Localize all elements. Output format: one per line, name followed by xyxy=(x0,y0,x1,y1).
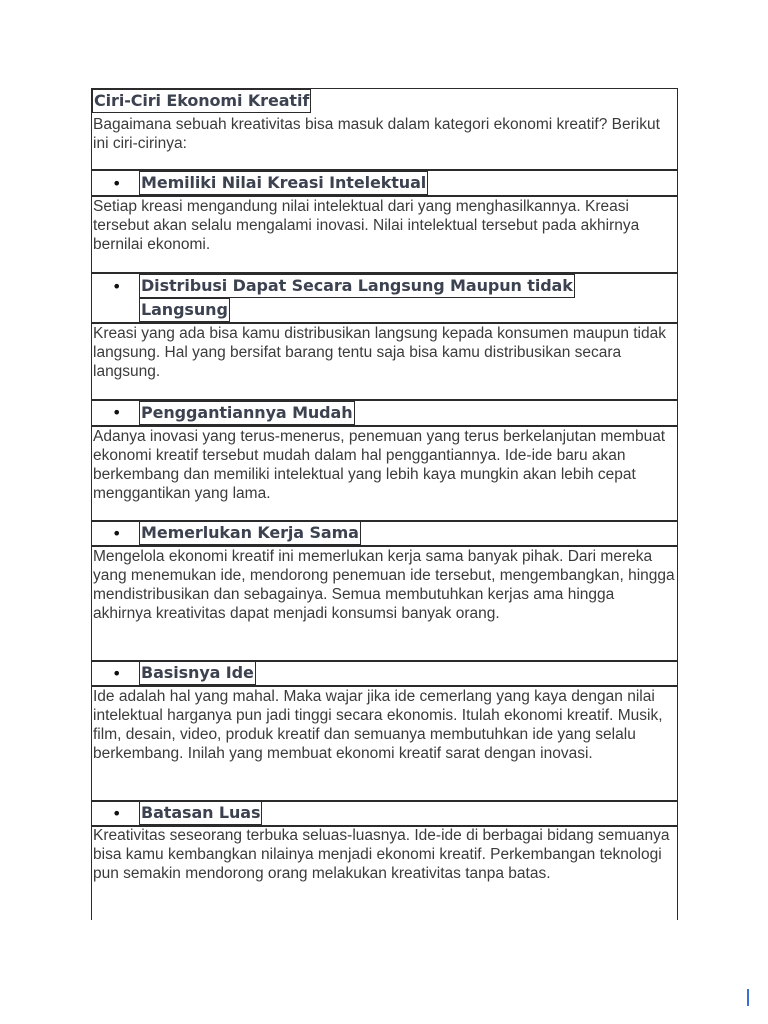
bullet-icon: • xyxy=(112,277,122,296)
section-body-2: Kreasi yang ada bisa kamu distribusikan langsung kepada konsumen maupun tidak langsung. Hal yang bersifat barang tentu saja bisa kamu distribusikan secara langsung. xyxy=(93,325,666,380)
bullet-icon: • xyxy=(112,524,122,543)
intro-text: Bagaimana sebuah kreativitas bisa masuk dalam kategori ekonomi kreatif? Berikut ini ciri-cirinya: xyxy=(93,116,660,152)
section-heading-2: Distribusi Dapat Secara Langsung Maupun tidak xyxy=(139,274,575,298)
section-body-4: Mengelola ekonomi kreatif ini memerlukan kerja sama banyak pihak. Dari mereka yang menemukan ide, mendorong penemuan ide tersebut, mengembangkan, hingga mendistribusikan dan sebagainya. Semua membutuhkan kerjas ama hingga akhirnya kreativitas dapat menjadi konsumsi banyak orang. xyxy=(93,548,675,622)
bullet-icon: • xyxy=(112,664,122,683)
section-body-6: Kreativitas seseorang terbuka seluas-luasnya. Ide-ide di berbagai bidang semuanya bisa kamu kembangkan nilainya menjadi ekonomi kreatif. Perkembangan teknologi pun semakin mendorong orang melakukan kreativitas tanpa batas. xyxy=(93,827,670,882)
page-edge-marker xyxy=(747,989,749,1006)
bullet-icon: • xyxy=(112,804,122,823)
section-heading-2-cont: Langsung xyxy=(139,298,230,322)
section-body-5: Ide adalah hal yang mahal. Maka wajar jika ide cemerlang yang kaya dengan nilai intelektual harganya pun jadi tinggi secara ekonomis. Itulah ekonomi kreatif. Musik, film, desain, video, produk kreatif dan semuanya membutuhkan ide yang selalu berkembang. Inilah yang membuat ekonomi kreatif sarat dengan inovasi. xyxy=(93,688,663,762)
section-heading-4: Memerlukan Kerja Sama xyxy=(139,521,361,545)
section-heading-6: Batasan Luas xyxy=(139,801,262,825)
section-body-3: Adanya inovasi yang terus-menerus, penemuan yang terus berkelanjutan membuat ekonomi kreatif tersebut mudah dalam hal penggantiannya. Ide-ide baru akan berkembang dan memiliki intelektual yang lebih kaya mungkin akan lebih cepat menggantikan yang lama. xyxy=(93,428,666,502)
page-title: Ciri-Ciri Ekonomi Kreatif xyxy=(92,89,311,113)
section-body-1: Setiap kreasi mengandung nilai intelektual dari yang menghasilkannya. Kreasi tersebut akan selalu mengalami inovasi. Nilai intelektual tersebut pada akhirnya bernilai ekonomi. xyxy=(93,198,640,253)
section-heading-3: Penggantiannya Mudah xyxy=(139,401,355,425)
bullet-icon: • xyxy=(112,174,122,193)
section-heading-5: Basisnya Ide xyxy=(139,661,256,685)
bullet-icon: • xyxy=(112,403,122,422)
section-heading-1: Memiliki Nilai Kreasi Intelektual xyxy=(139,171,428,195)
